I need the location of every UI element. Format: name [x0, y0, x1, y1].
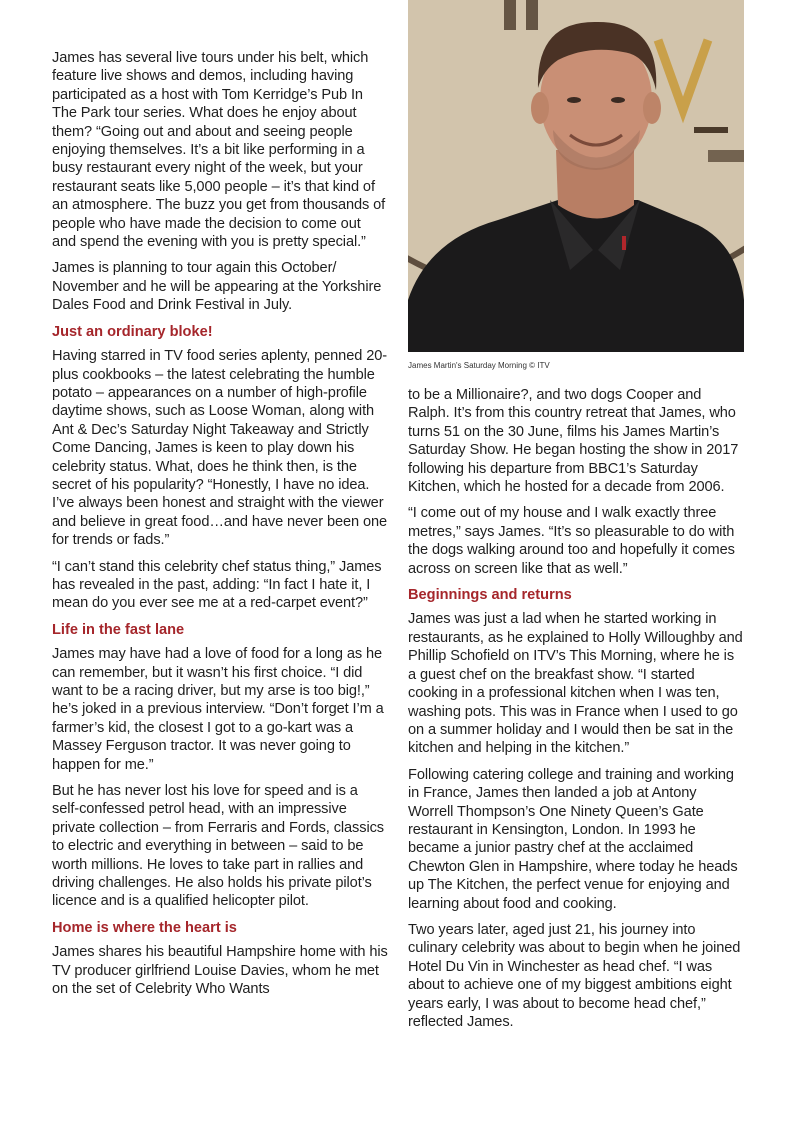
heading-beginnings: Beginnings and returns [408, 587, 572, 604]
portrait-illustration [408, 0, 744, 352]
paragraph-touring-plans: James is planning to tour again this October/ November and he will be appearing at the Yorkshire Dales Food and Drink Festival in July. [52, 260, 382, 314]
paragraph-racing-driver: James may have had a love of food for a long as he can remember, but it wasn’t his first choice. “I did want to be a racing driver, but my arse is too big!,” he’s joked in a previous interview. “Don’t forget I’m a farmer’s kid, the closest I got to a go-kart was a Massey Ferguson tractor. It was never going to happen for me.” [52, 646, 384, 773]
heading-fast-lane: Life in the fast lane [52, 621, 185, 638]
left-column [52, 49, 388, 1007]
paragraph-millionaire: to be a Millionaire?, and two dogs Cooper and Ralph. It’s from this country retreat that James, who turns 51 on the 30 June, films his James Martin’s Saturday Show. He began hosting the show in 2017 following his departure from BBC1’s Saturday Kitchen, which he hosted for a decade from 2006. [408, 387, 739, 496]
paragraph-restaurant-start: James was just a lad when he started working in restaurants, as he explained to Holly Willoughby and Phillip Schofield on ITV’s This Morning, where he is a guest chef on the breakfast show. “I started cooking in a professional kitchen when I was ten, washing pots. This was in France when I used to go on a summer holiday and I would then be sat in the kitchen and helping in the kitchen.” [408, 611, 743, 757]
paragraph-live-tours: James has several live tours under his belt, which feature live shows and demos, including having participated as a host with Tom Kerridge’s Pub In The Park tour series. What does he enjoy about them? “Going out and about and seeing people enjoying themselves. It’s a bit like performing in a busy restaurant every night of the week, but your restaurant seats like 5,000 people – it’s that kind of an atmosphere. The buzz you get from thousands of people who have made the decision to come out and spend the evening with you is pretty special.” [52, 50, 386, 251]
paragraph-petrol-head: But he has never lost his love for speed and is a self-confessed petrol head, with an impressive private collection – from Ferraris and Fords, classics to electric and everything in between – said to be worth millions. He loves to take part in rallies and driving challenges. He also holds his private pilot’s licence and is a qualified helicopter pilot. [52, 783, 384, 910]
chef-portrait-photo [408, 0, 744, 352]
paragraph-head-chef: Two years later, aged just 21, his journey into culinary celebrity was about to begin when he joined Hotel Du Vin in Winchester as head chef. “I was about to achieve one of my biggest ambitions eight years early, I was about to become head chef,” reflected James. [408, 921, 741, 1030]
heading-home: Home is where the heart is [52, 919, 237, 936]
paragraph-celebrity-quote: “I can’t stand this celebrity chef status thing,” James has revealed in the past, adding: “In fact I hate it, I mean do you ever see me at a red-carpet event?” [52, 558, 382, 612]
right-column [408, 386, 744, 1039]
paragraph-three-metres: “I come out of my house and I walk exactly three metres,” says James. “It’s so pleasurable to do with the dogs walking around too and hopefully it comes across on screen like that as well.” [408, 505, 735, 577]
photo-caption: James Martin's Saturday Morning © ITV [408, 361, 550, 370]
paragraph-hampshire-home: James shares his beautiful Hampshire home with his TV producer girlfriend Louise Davies, whom he met on the set of Celebrity Who Wants [52, 944, 388, 998]
paragraph-tv-career: Having starred in TV food series aplenty, penned 20-plus cookbooks – the latest celebrating the humble potato – appearances on a number of high-profile daytime shows, such as Loose Woman, along with Ant & Dec’s Saturday Night Takeaway and Strictly Come Dancing, James is keen to play down his celebrity status. What, does he think then, is the secret of his popularity? “Honestly, I have no idea. I’ve always been honest and straight with the viewer and believe in great food…and have never been one for trends or fads.” [52, 348, 388, 549]
heading-ordinary-bloke: Just an ordinary bloke! [52, 323, 213, 340]
paragraph-catering-college: Following catering college and training and working in France, James then landed a job at Antony Worrell Thompson’s One Ninety Queen’s Gate restaurant in Kensington, London. In 1993 he became a junior pastry chef at the acclaimed Chewton Glen in Hampshire, where today he heads up The Kitchen, the perfect venue for enjoying and learning about food and cooking. [408, 766, 738, 912]
